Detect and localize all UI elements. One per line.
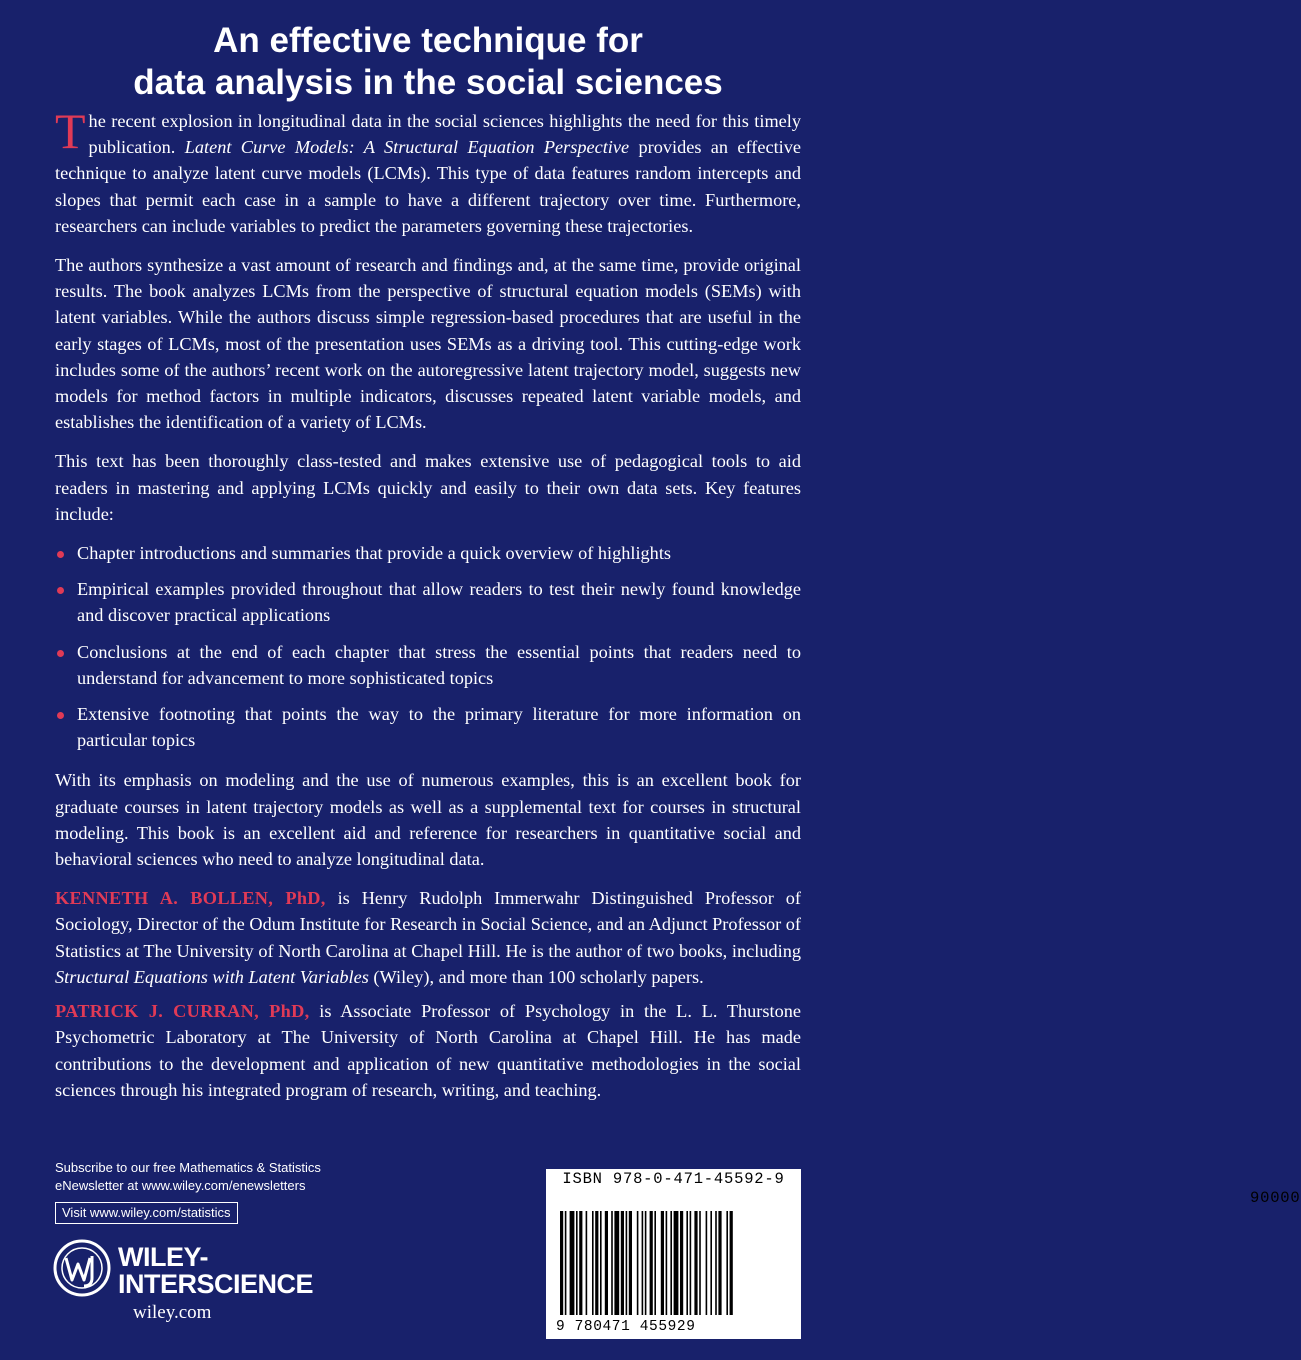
barcode-bar [718,1211,721,1315]
publisher-wordmark [118,1244,313,1298]
list-item [55,639,801,691]
author-bio-text: is Associate Professor of Psychology in the L. L. Thurstone Psychometric Laboratory at The University of North Carolina at Chapel Hill. He has made contributions to the development and application of new quantitative methodologies in the social sciences through his integrated program of research, writing, and teaching. [55,1001,801,1100]
barcode-bar [706,1211,708,1315]
barcode-bar [621,1211,624,1315]
bullet-icon [57,551,64,558]
author-bio-bollen [55,885,801,990]
feature-text: Empirical examples provided throughout that allow readers to test their newly found knowledge and discover practical applications [77,579,801,626]
barcode-bar [715,1211,717,1315]
barcode-bar [674,1211,679,1315]
isbn-text: ISBN 978-0-471-45592-9 [562,1170,785,1188]
barcode-bar [642,1211,644,1315]
author-bio-curran [55,998,801,1103]
subscribe-line-1: Subscribe to our free Mathematics & Statistics [55,1160,321,1175]
publisher-line-1: WILEY- [118,1242,208,1272]
barcode-bar [605,1211,608,1315]
intro-text-a: he recent explosion in longitudinal data in the social sciences highlights the need for this timely publication. [88,111,801,158]
barcode-bar [565,1211,567,1315]
barcode-bar [560,1211,563,1315]
feature-text: Conclusions at the end of each chapter that stress the essential points that readers need to understand for advancement to more sophisticated topics [77,641,801,688]
headline-line-1: An effective technique for [213,21,643,60]
barcode-bar [680,1211,683,1315]
subscribe-note [55,1159,321,1195]
barcode-bar [586,1211,588,1315]
barcode-bar [699,1211,701,1315]
barcode-bar [726,1211,728,1315]
barcode-bar [730,1211,733,1315]
author-bio-text: is Henry Rudolph Immerwahr Distinguished Professor of Sociology, Director of the Odum Institute for Research in Social Science, and an Adjunct Professor of Statistics at The University of North Carolina at Chapel Hill. He is the author of two books, including [55,888,802,961]
paragraph-2: The authors synthesize a vast amount of research and findings and, at the same time, provide original results. The book analyzes LCMs from the perspective of structural equation models (SEMs) with latent variables. While the authors discuss simple regression-based procedures that are useful in the early stages of LCMs, most of the presentation uses SEMs as a driving tool. This cutting-edge work includes some of the authors’ recent work on the autoregressive latent trajectory model, suggests new models for method factors in multiple indicators, discusses repeated latent variable models, and establishes the identification of a variety of LCMs. [55,255,801,433]
subscribe-line-2: eNewsletter at www.wiley.com/enewsletters [55,1178,306,1193]
headline [0,20,856,104]
list-item [55,576,801,628]
list-item [55,540,801,566]
visit-link[interactable]: Visit www.wiley.com/statistics [55,1202,238,1224]
book-title: Latent Curve Models: A Structural Equation Perspective [184,137,630,158]
barcode-bar [690,1211,692,1315]
barcode-bar [650,1211,653,1315]
barcode-bar [629,1211,632,1315]
publisher-line-2: INTERSCIENCE [118,1269,314,1299]
paragraph-4: With its emphasis on modeling and the use of numerous examples, this is an excellent book for graduate courses in latent trajectory models as well as a supplemental text for courses in structural modeling. This book is an excellent aid and reference for researchers in quantitative social and behavioral sciences who need to analyze longitudinal data. [55,770,801,870]
barcode-block [546,1169,1301,1339]
bullet-icon [57,712,64,719]
barcode-bar [614,1211,619,1315]
barcode-bar [637,1211,639,1315]
barcode-bar [570,1211,575,1315]
publisher-website: wiley.com [133,1302,212,1323]
barcode-bar [666,1211,668,1315]
bullet-icon [57,650,64,657]
barcode-bar [600,1211,602,1315]
ean-number: 9 780471 455929 [556,1319,696,1335]
barcode-bar [694,1211,697,1315]
author-name-bollen: KENNETH A. BOLLEN, PhD, [55,888,326,909]
author-bio-text-end: (Wiley), and more than 100 scholarly papers. [368,966,704,987]
barcode-bar [595,1211,598,1315]
author-name-curran: PATRICK J. CURRAN, PhD, [55,1001,310,1022]
description-body [55,103,802,1111]
feature-list [55,540,801,753]
barcode-bar [611,1211,613,1315]
barcode-bar [686,1211,688,1315]
barcode-bar [626,1211,628,1315]
barcode-bar [592,1211,594,1315]
intro-paragraph [55,103,802,239]
headline-line-2: data analysis in the social sciences [133,63,723,102]
barcode-bar [654,1211,656,1315]
price-code: 90000 [1250,1189,1301,1207]
barcode-bar [710,1211,712,1315]
bullet-icon [57,587,64,594]
barcode-bar [579,1211,582,1315]
barcode-bar [661,1211,664,1315]
feature-text: Chapter introductions and summaries that provide a quick overview of highlights [77,543,672,564]
feature-text: Extensive footnoting that points the way to the primary literature for more information on particular topics [77,704,801,751]
author-book-title: Structural Equations with Latent Variables [55,966,369,987]
wiley-logo-icon [52,1238,112,1298]
list-item [55,701,801,753]
barcode-icon [546,1169,801,1339]
barcode-bar [645,1211,647,1315]
intro-text-b: provides an effective technique to analyze latent curve models (LCMs). This type of data features random intercepts and slopes that permit each case in a sample to have a different trajectory over time. Furthermore, researchers can include variables to predict the parameters governing these trajectories. [55,137,802,236]
barcode-bar [576,1211,578,1315]
paragraph-3: This text has been thoroughly class-tested and makes extensive use of pedagogical tools to aid readers in mastering and applying LCMs quickly and easily to their own data sets. Key features include: [55,451,801,524]
drop-cap: T [55,103,86,159]
barcode-bar [670,1211,672,1315]
